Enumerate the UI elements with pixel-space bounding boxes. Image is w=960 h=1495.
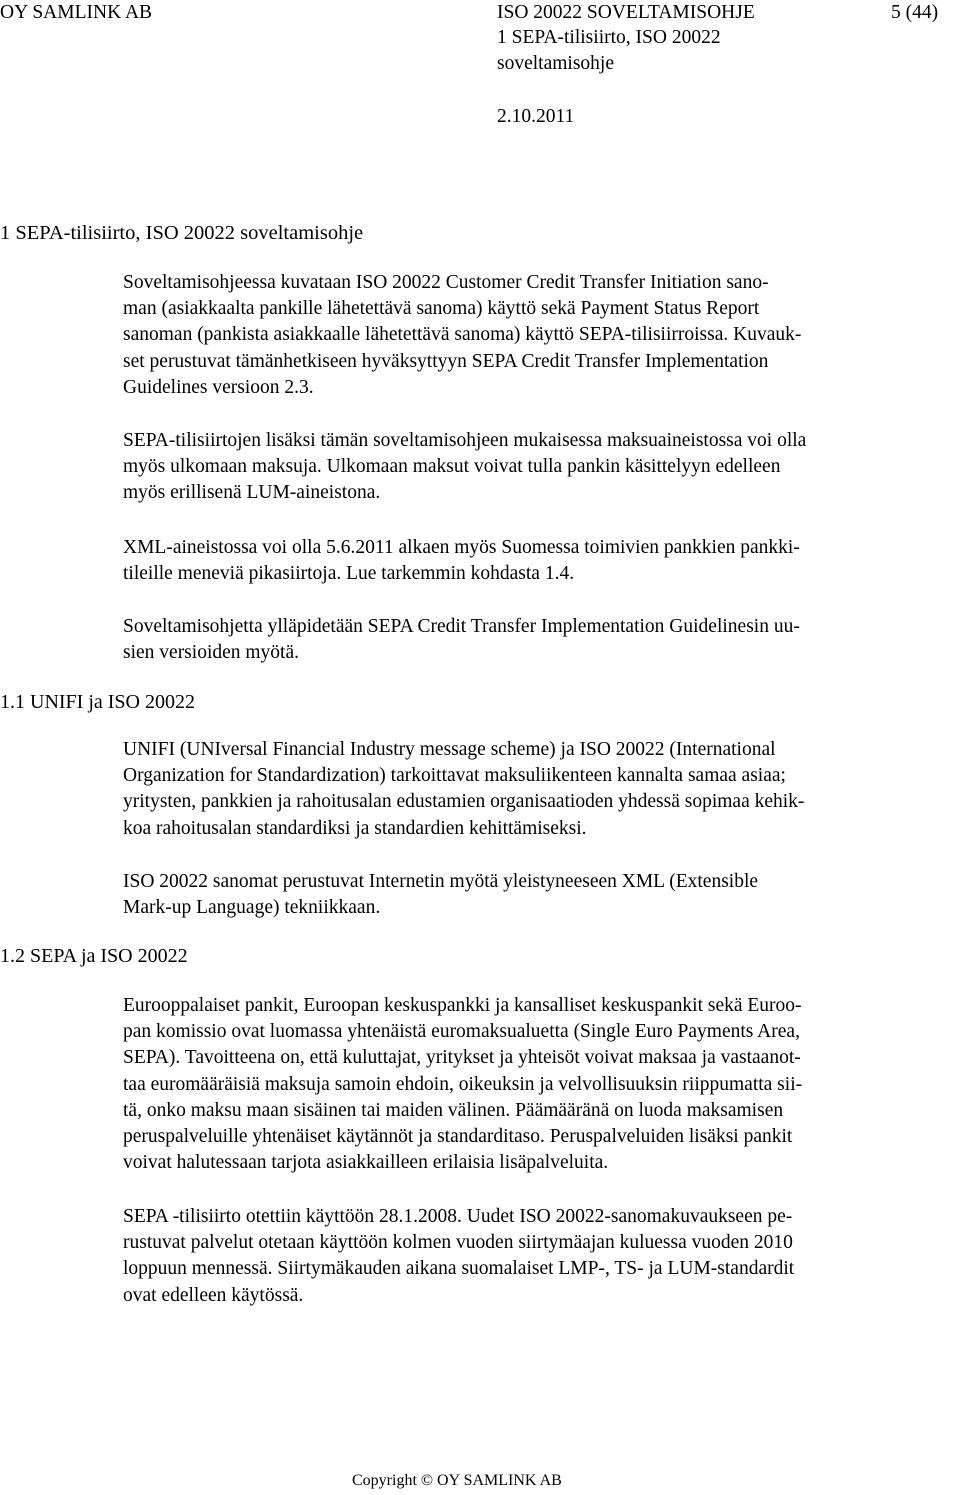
- text-line: Guidelines versioon 2.3.: [123, 376, 314, 398]
- text-line: tileille meneviä pikasiirtoja. Lue tarkemmin kohdasta 1.4.: [123, 563, 575, 585]
- paragraph-express-transfers: [123, 535, 800, 587]
- text-line: pan komissio ovat luomassa yhtenäistä euromaksualuetta (Single Euro Payments Area,: [123, 1021, 800, 1043]
- text-line: Mark-up Language) tekniikkaan.: [123, 897, 381, 919]
- section-heading-1-2: 1.2 SEPA ja ISO 20022: [0, 945, 188, 967]
- section-heading-1: 1 SEPA-tilisiirto, ISO 20022 soveltamisohje: [0, 222, 364, 244]
- text-line: tä, onko maksu maan sisäinen tai maiden välinen. Päämääränä on luoda maksamisen: [123, 1099, 784, 1121]
- text-line: sanoman (pankista asiakkaalle lähetettävä sanoma) käyttö SEPA-tilisiirroissa. Kuvauk-: [123, 324, 802, 346]
- section-heading-1-1: 1.1 UNIFI ja ISO 20022: [0, 691, 195, 713]
- paragraph-xml: [123, 869, 758, 921]
- paragraph-sepa-transfer: [123, 1204, 794, 1309]
- text-line: XML-aineistossa voi olla 5.6.2011 alkaen myös Suomessa toimivien pankkien pankki-: [123, 537, 800, 558]
- text-line: SEPA-tilisiirtojen lisäksi tämän soveltamisohjeen mukaisessa maksuaineistossa voi olla: [123, 430, 807, 451]
- text-line: Soveltamisohjeessa kuvataan ISO 20022 Customer Credit Transfer Initiation sano-: [123, 272, 769, 293]
- text-line: man (asiakkaalta pankille lähetettävä sanoma) käyttö sekä Payment Status Report: [123, 298, 760, 320]
- paragraph-intro: [123, 270, 801, 401]
- paragraph-unifi: [123, 737, 804, 842]
- text-line: UNIFI (UNIversal Financial Industry message scheme) ja ISO 20022 (International: [123, 739, 776, 760]
- header-page-number: 5 (44): [891, 2, 939, 23]
- header-section-line1: 1 SEPA-tilisiirto, ISO 20022: [497, 27, 721, 48]
- text-line: myös erillisenä LUM-aineistona.: [123, 482, 381, 504]
- footer-copyright: Copyright © OY SAMLINK AB: [352, 1472, 562, 1489]
- paragraph-sepa: [123, 993, 802, 1176]
- text-line: rustuvat palvelut otetaan käyttöön kolmen vuoden siirtymäajan kuluessa vuoden 2010: [123, 1232, 793, 1254]
- text-line: yritysten, pankkien ja rahoitusalan edustamien organisaatioden yhdessä sopimaa kehik-: [123, 791, 805, 813]
- text-line: loppuun mennessä. Siirtymäkauden aikana suomalaiset LMP-, TS- ja LUM-standardit: [123, 1258, 795, 1280]
- text-line: voivat halutessaan tarjota asiakkailleen erilaisia lisäpalveluita.: [123, 1152, 609, 1174]
- header-section-line2: soveltamisohje: [497, 53, 614, 74]
- text-line: myös ulkomaan maksuja. Ulkomaan maksut voivat tulla pankin käsittelyyn edelleen: [123, 456, 781, 478]
- text-line: SEPA). Tavoitteena on, että kuluttajat, yritykset ja yhteisöt voivat maksaa ja vastaanot-: [123, 1047, 801, 1069]
- text-line: SEPA -tilisiirto otettiin käyttöön 28.1.2008. Uudet ISO 20022-sanomakuvaukseen pe-: [123, 1206, 793, 1227]
- text-line: ovat edelleen käytössä.: [123, 1284, 304, 1306]
- text-line: Organization for Standardization) tarkoittavat maksuliikenteen kannalta samaa asiaa;: [123, 765, 786, 787]
- text-line: Soveltamisohjetta ylläpidetään SEPA Credit Transfer Implementation Guidelinesin uu-: [123, 616, 800, 637]
- text-line: ISO 20022 sanomat perustuvat Internetin myötä yleistyneeseen XML (Extensible: [123, 871, 759, 892]
- text-line: taa euromääräisiä maksuja samoin ehdoin, oikeuksin ja velvollisuuksin riippumatta sii-: [123, 1073, 803, 1095]
- header-doc-title: ISO 20022 SOVELTAMISOHJE: [497, 2, 755, 23]
- text-line: sien versioiden myötä.: [123, 642, 300, 664]
- paragraph-foreign-payments: [123, 428, 806, 507]
- header-company: OY SAMLINK AB: [0, 2, 153, 23]
- header-date: 2.10.2011: [497, 106, 575, 127]
- paragraph-maintenance: [123, 614, 800, 666]
- text-line: peruspalveluille yhtenäiset käytännöt ja standarditaso. Peruspalveluiden lisäksi pankit: [123, 1126, 793, 1148]
- text-line: Eurooppalaiset pankit, Euroopan keskuspankki ja kansalliset keskuspankit sekä Euroo-: [123, 995, 802, 1016]
- text-line: set perustuvat tämänhetkiseen hyväksyttyyn SEPA Credit Transfer Implementation: [123, 350, 769, 372]
- text-line: koa rahoitusalan standardiksi ja standardien kehittämiseksi.: [123, 817, 587, 839]
